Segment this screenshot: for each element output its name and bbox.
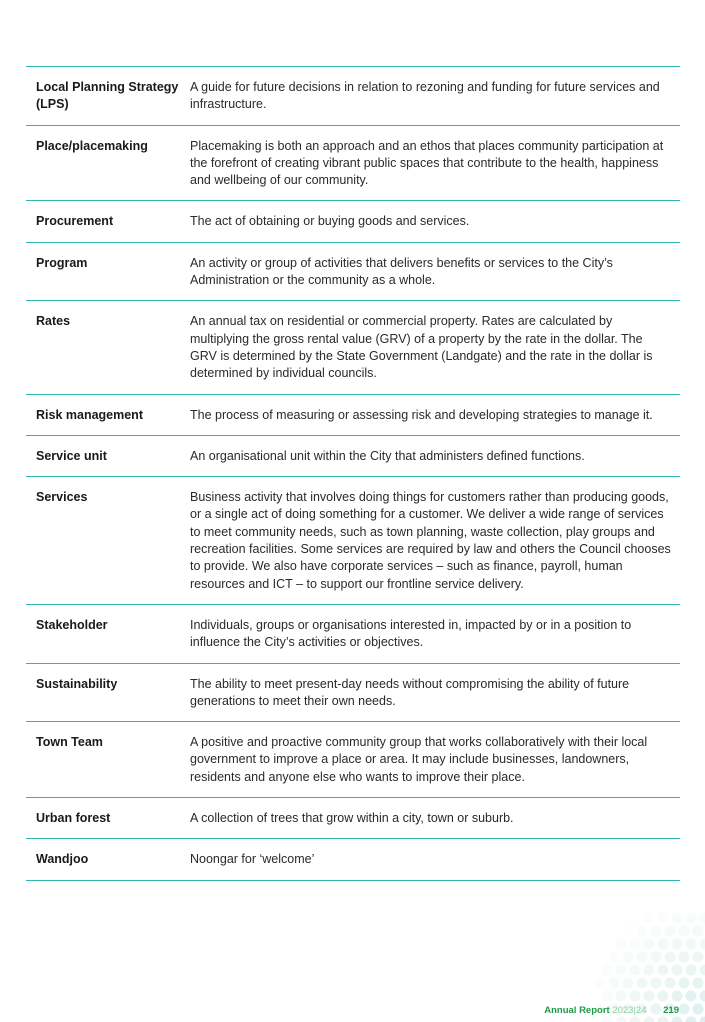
footer-report-label: Annual Report bbox=[544, 1005, 610, 1016]
glossary-term: Wandjoo bbox=[36, 852, 89, 867]
glossary-table bbox=[26, 66, 680, 881]
glossary-row bbox=[26, 839, 680, 880]
glossary-definition: Business activity that involves doing things for customers rather than producing goods, or a single act of doing something for a customer. We deliver a wide range of services to meet community needs, such as town planning, waste collection, play groups and recreation facilities. Some services are required by law and others the Council chooses to provide. We also have corporate services – such as finance, payroll, human resources and ICT – to support our frontline service delivery. bbox=[190, 490, 671, 591]
glossary-row bbox=[26, 798, 680, 839]
glossary-definition: Placemaking is both an approach and an ethos that places community participation at the forefront of creating vibrant public spaces that contribute to the health, happiness and wellbeing of our community. bbox=[190, 138, 664, 188]
glossary-row bbox=[26, 67, 680, 126]
page-number: 219 bbox=[663, 1005, 679, 1016]
glossary-definition: An organisational unit within the City that administers defined functions. bbox=[190, 448, 585, 463]
glossary-definition: Noongar for ‘welcome’ bbox=[190, 852, 315, 867]
glossary-term: Risk management bbox=[36, 407, 143, 422]
glossary-term: Service unit bbox=[36, 448, 107, 463]
glossary-row bbox=[26, 664, 680, 723]
glossary-term: Services bbox=[36, 490, 88, 505]
glossary-row bbox=[26, 126, 680, 202]
glossary-term: Town Team bbox=[36, 735, 103, 750]
glossary-definition: An activity or group of activities that delivers benefits or services to the City’s Administration or the community as a whole. bbox=[190, 255, 613, 288]
glossary-term: Rates bbox=[36, 314, 71, 329]
glossary-definition: Individuals, groups or organisations interested in, impacted by or in a position to influence the City’s activities or objectives. bbox=[190, 617, 632, 650]
glossary-definition: An annual tax on residential or commercial property. Rates are calculated by multiplying the gross rental value (GRV) of a property by the rate in the dollar. The GRV is determined by the State Government (Landgate) and the rate in the dollar is determined by individual councils. bbox=[190, 314, 653, 381]
decorative-dot-pattern bbox=[595, 887, 705, 1022]
glossary-definition: A positive and proactive community group that works collaboratively with their local government to improve a place or area. It may include businesses, landowners, residents and anyone else who wants to improve their place. bbox=[190, 735, 648, 784]
glossary-term: Local Planning Strategy (LPS) bbox=[36, 80, 179, 112]
glossary-row bbox=[26, 243, 680, 302]
glossary-term: Procurement bbox=[36, 214, 114, 229]
glossary-definition: A collection of trees that grow within a city, town or suburb. bbox=[190, 811, 514, 826]
glossary-term: Program bbox=[36, 255, 88, 270]
glossary-row bbox=[26, 436, 680, 477]
glossary-term: Sustainability bbox=[36, 676, 118, 691]
glossary-term: Place/placemaking bbox=[36, 138, 148, 153]
glossary-row bbox=[26, 722, 680, 798]
glossary-definition: A guide for future decisions in relation to rezoning and funding for future services and infrastructure. bbox=[190, 80, 660, 112]
glossary-definition: The ability to meet present-day needs without compromising the ability of future generations to meet their own needs. bbox=[190, 676, 630, 708]
glossary-row bbox=[26, 477, 680, 605]
glossary-definition: The act of obtaining or buying goods and services. bbox=[190, 214, 470, 229]
page-footer bbox=[544, 1005, 679, 1017]
footer-report-year: 2023|24 bbox=[612, 1005, 647, 1016]
glossary-definition: The process of measuring or assessing risk and developing strategies to manage it. bbox=[190, 407, 653, 422]
glossary-row bbox=[26, 201, 680, 242]
glossary-term: Stakeholder bbox=[36, 617, 108, 632]
glossary-row bbox=[26, 605, 680, 664]
glossary-row bbox=[26, 395, 680, 436]
glossary-term: Urban forest bbox=[36, 811, 111, 826]
glossary-row bbox=[26, 301, 680, 394]
